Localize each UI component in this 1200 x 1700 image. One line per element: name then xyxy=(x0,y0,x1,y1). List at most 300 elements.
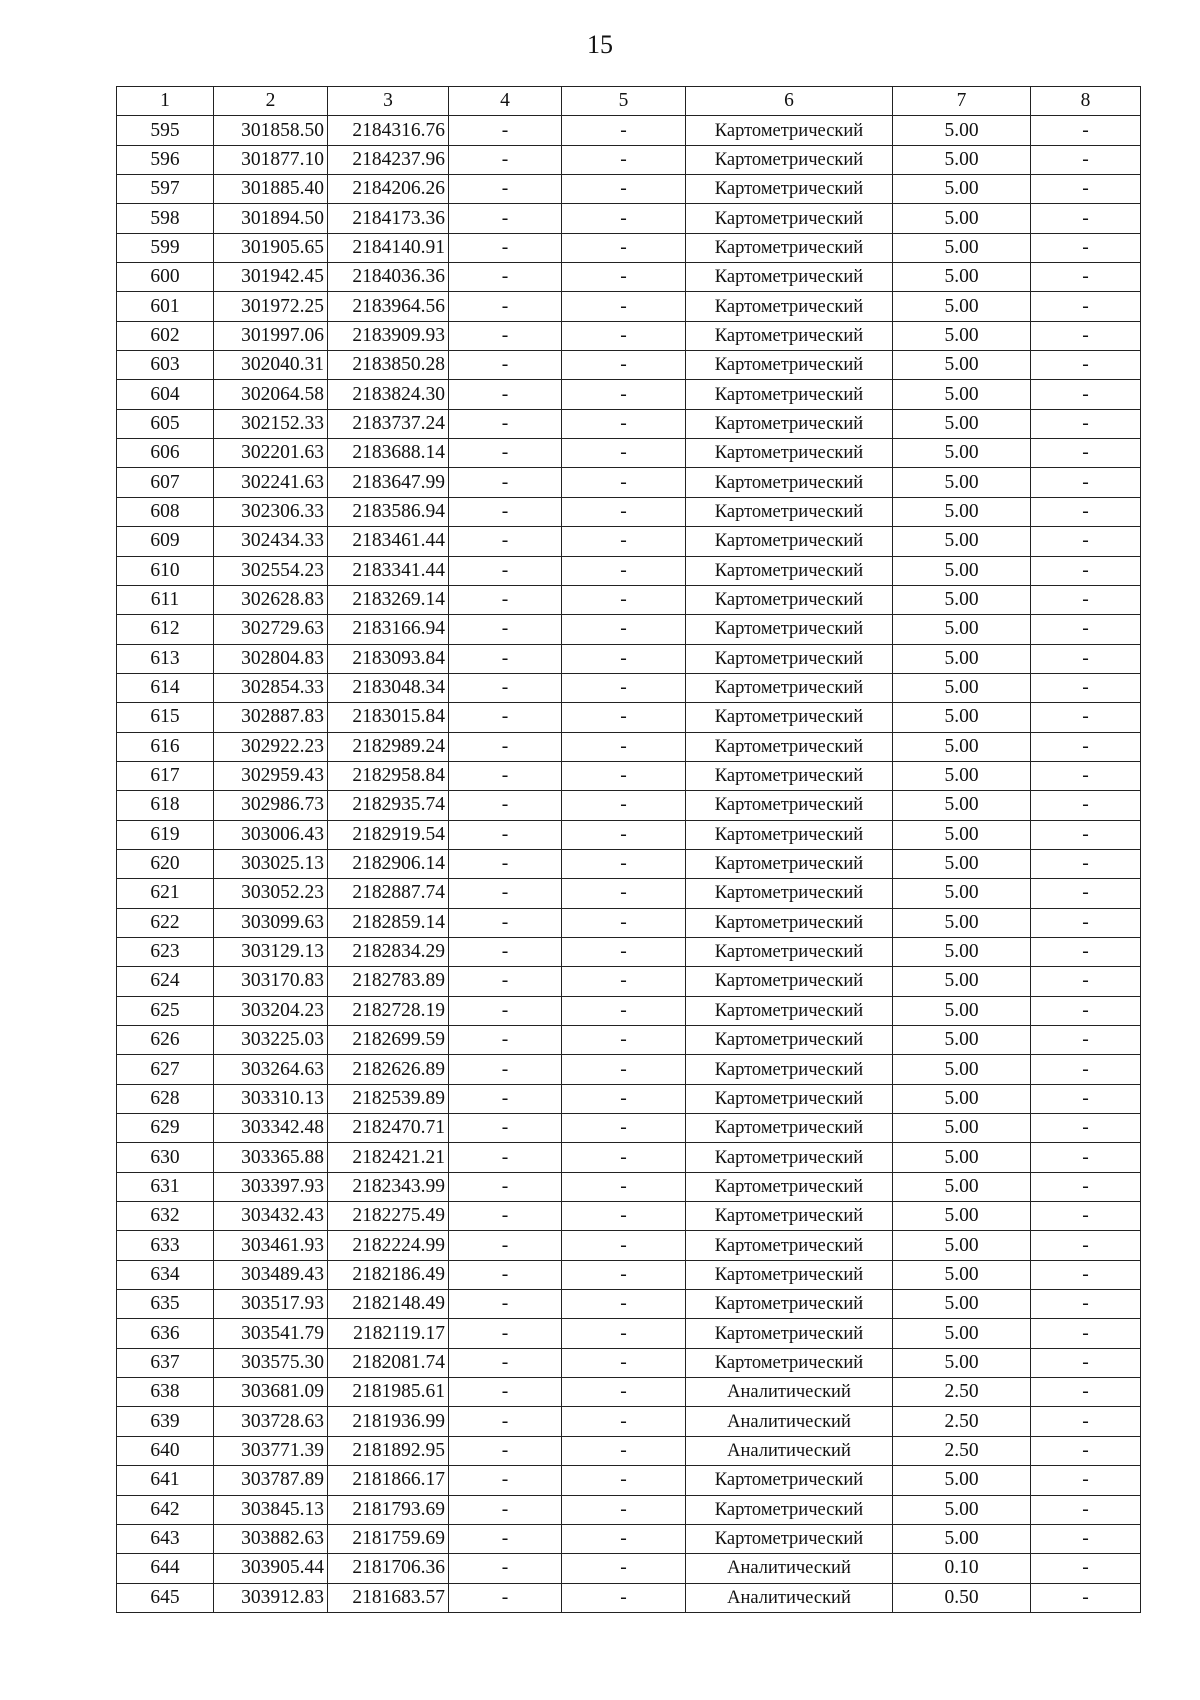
table-row xyxy=(117,1466,1141,1495)
column-header: 1 xyxy=(117,87,214,116)
x-coordinate-cell: 302306.33 xyxy=(214,497,328,526)
column-4-cell: - xyxy=(449,1554,562,1583)
method-cell: Картометрический xyxy=(686,996,893,1025)
point-number-cell: 603 xyxy=(117,351,214,380)
column-5-cell: - xyxy=(562,1554,686,1583)
x-coordinate-cell: 302922.23 xyxy=(214,732,328,761)
column-4-cell: - xyxy=(449,1524,562,1553)
table-row xyxy=(117,1143,1141,1172)
table-row xyxy=(117,996,1141,1025)
column-5-cell: - xyxy=(562,1319,686,1348)
accuracy-cell: 5.00 xyxy=(893,263,1031,292)
point-number-cell: 595 xyxy=(117,116,214,145)
x-coordinate-cell: 301942.45 xyxy=(214,263,328,292)
point-number-cell: 641 xyxy=(117,1466,214,1495)
column-4-cell: - xyxy=(449,1143,562,1172)
point-number-cell: 645 xyxy=(117,1583,214,1612)
column-5-cell: - xyxy=(562,1055,686,1084)
accuracy-cell: 5.00 xyxy=(893,879,1031,908)
y-coordinate-cell: 2182081.74 xyxy=(328,1348,449,1377)
column-4-cell: - xyxy=(449,175,562,204)
y-coordinate-cell: 2181683.57 xyxy=(328,1583,449,1612)
accuracy-cell: 5.00 xyxy=(893,1055,1031,1084)
column-5-cell: - xyxy=(562,1290,686,1319)
x-coordinate-cell: 302986.73 xyxy=(214,791,328,820)
y-coordinate-cell: 2183015.84 xyxy=(328,703,449,732)
column-8-cell: - xyxy=(1031,1114,1141,1143)
accuracy-cell: 5.00 xyxy=(893,1172,1031,1201)
coordinates-table xyxy=(116,86,1141,1613)
x-coordinate-cell: 303517.93 xyxy=(214,1290,328,1319)
x-coordinate-cell: 303905.44 xyxy=(214,1554,328,1583)
column-5-cell: - xyxy=(562,556,686,585)
accuracy-cell: 5.00 xyxy=(893,116,1031,145)
method-cell: Картометрический xyxy=(686,175,893,204)
method-cell: Картометрический xyxy=(686,585,893,614)
column-5-cell: - xyxy=(562,1143,686,1172)
method-cell: Картометрический xyxy=(686,849,893,878)
table-row xyxy=(117,732,1141,761)
column-4-cell: - xyxy=(449,233,562,262)
x-coordinate-cell: 303787.89 xyxy=(214,1466,328,1495)
column-8-cell: - xyxy=(1031,1290,1141,1319)
table-row xyxy=(117,1348,1141,1377)
column-8-cell: - xyxy=(1031,380,1141,409)
column-4-cell: - xyxy=(449,1378,562,1407)
column-4-cell: - xyxy=(449,1055,562,1084)
column-4-cell: - xyxy=(449,1495,562,1524)
method-cell: Картометрический xyxy=(686,967,893,996)
accuracy-cell: 0.10 xyxy=(893,1554,1031,1583)
column-8-cell: - xyxy=(1031,1260,1141,1289)
x-coordinate-cell: 303575.30 xyxy=(214,1348,328,1377)
point-number-cell: 633 xyxy=(117,1231,214,1260)
table-row xyxy=(117,1084,1141,1113)
column-header: 4 xyxy=(449,87,562,116)
table-row xyxy=(117,1378,1141,1407)
point-number-cell: 632 xyxy=(117,1202,214,1231)
column-8-cell: - xyxy=(1031,1554,1141,1583)
method-cell: Картометрический xyxy=(686,732,893,761)
x-coordinate-cell: 303771.39 xyxy=(214,1436,328,1465)
table-row xyxy=(117,967,1141,996)
point-number-cell: 610 xyxy=(117,556,214,585)
y-coordinate-cell: 2183964.56 xyxy=(328,292,449,321)
column-4-cell: - xyxy=(449,732,562,761)
accuracy-cell: 5.00 xyxy=(893,996,1031,1025)
table-row xyxy=(117,1407,1141,1436)
column-8-cell: - xyxy=(1031,820,1141,849)
table-row xyxy=(117,791,1141,820)
accuracy-cell: 5.00 xyxy=(893,145,1031,174)
x-coordinate-cell: 301885.40 xyxy=(214,175,328,204)
table-row xyxy=(117,1554,1141,1583)
point-number-cell: 600 xyxy=(117,263,214,292)
column-4-cell: - xyxy=(449,321,562,350)
y-coordinate-cell: 2182275.49 xyxy=(328,1202,449,1231)
column-8-cell: - xyxy=(1031,732,1141,761)
method-cell: Картометрический xyxy=(686,1348,893,1377)
accuracy-cell: 2.50 xyxy=(893,1436,1031,1465)
column-8-cell: - xyxy=(1031,468,1141,497)
column-8-cell: - xyxy=(1031,175,1141,204)
y-coordinate-cell: 2183647.99 xyxy=(328,468,449,497)
method-cell: Картометрический xyxy=(686,439,893,468)
accuracy-cell: 5.00 xyxy=(893,292,1031,321)
table-row xyxy=(117,145,1141,174)
table-row xyxy=(117,615,1141,644)
method-cell: Картометрический xyxy=(686,527,893,556)
x-coordinate-cell: 303025.13 xyxy=(214,849,328,878)
x-coordinate-cell: 303489.43 xyxy=(214,1260,328,1289)
point-number-cell: 617 xyxy=(117,761,214,790)
point-number-cell: 602 xyxy=(117,321,214,350)
column-4-cell: - xyxy=(449,1084,562,1113)
column-4-cell: - xyxy=(449,1407,562,1436)
table-row xyxy=(117,556,1141,585)
column-header: 7 xyxy=(893,87,1031,116)
column-5-cell: - xyxy=(562,820,686,849)
y-coordinate-cell: 2183586.94 xyxy=(328,497,449,526)
table-row xyxy=(117,351,1141,380)
accuracy-cell: 5.00 xyxy=(893,1524,1031,1553)
table-row xyxy=(117,1319,1141,1348)
accuracy-cell: 2.50 xyxy=(893,1407,1031,1436)
y-coordinate-cell: 2183461.44 xyxy=(328,527,449,556)
method-cell: Картометрический xyxy=(686,820,893,849)
column-5-cell: - xyxy=(562,1231,686,1260)
point-number-cell: 613 xyxy=(117,644,214,673)
column-5-cell: - xyxy=(562,497,686,526)
y-coordinate-cell: 2181936.99 xyxy=(328,1407,449,1436)
method-cell: Картометрический xyxy=(686,1231,893,1260)
column-4-cell: - xyxy=(449,1319,562,1348)
method-cell: Картометрический xyxy=(686,1202,893,1231)
table-row xyxy=(117,527,1141,556)
accuracy-cell: 5.00 xyxy=(893,1231,1031,1260)
point-number-cell: 597 xyxy=(117,175,214,204)
accuracy-cell: 5.00 xyxy=(893,1114,1031,1143)
point-number-cell: 623 xyxy=(117,937,214,966)
column-8-cell: - xyxy=(1031,263,1141,292)
table-row xyxy=(117,1436,1141,1465)
y-coordinate-cell: 2183824.30 xyxy=(328,380,449,409)
column-5-cell: - xyxy=(562,967,686,996)
column-8-cell: - xyxy=(1031,937,1141,966)
method-cell: Картометрический xyxy=(686,1055,893,1084)
table-row xyxy=(117,175,1141,204)
column-5-cell: - xyxy=(562,1084,686,1113)
column-5-cell: - xyxy=(562,879,686,908)
x-coordinate-cell: 303225.03 xyxy=(214,1026,328,1055)
x-coordinate-cell: 303912.83 xyxy=(214,1583,328,1612)
column-8-cell: - xyxy=(1031,879,1141,908)
column-5-cell: - xyxy=(562,996,686,1025)
column-8-cell: - xyxy=(1031,1084,1141,1113)
column-8-cell: - xyxy=(1031,908,1141,937)
x-coordinate-cell: 302040.31 xyxy=(214,351,328,380)
column-4-cell: - xyxy=(449,1583,562,1612)
x-coordinate-cell: 303129.13 xyxy=(214,937,328,966)
column-8-cell: - xyxy=(1031,1495,1141,1524)
column-header: 6 xyxy=(686,87,893,116)
column-header: 3 xyxy=(328,87,449,116)
column-4-cell: - xyxy=(449,1348,562,1377)
column-8-cell: - xyxy=(1031,791,1141,820)
column-8-cell: - xyxy=(1031,439,1141,468)
y-coordinate-cell: 2182834.29 xyxy=(328,937,449,966)
accuracy-cell: 5.00 xyxy=(893,967,1031,996)
point-number-cell: 596 xyxy=(117,145,214,174)
column-8-cell: - xyxy=(1031,1348,1141,1377)
column-8-cell: - xyxy=(1031,1436,1141,1465)
column-4-cell: - xyxy=(449,996,562,1025)
column-4-cell: - xyxy=(449,1290,562,1319)
y-coordinate-cell: 2181793.69 xyxy=(328,1495,449,1524)
y-coordinate-cell: 2183341.44 xyxy=(328,556,449,585)
x-coordinate-cell: 303845.13 xyxy=(214,1495,328,1524)
accuracy-cell: 5.00 xyxy=(893,1026,1031,1055)
y-coordinate-cell: 2183093.84 xyxy=(328,644,449,673)
y-coordinate-cell: 2183269.14 xyxy=(328,585,449,614)
method-cell: Картометрический xyxy=(686,1026,893,1055)
method-cell: Картометрический xyxy=(686,1290,893,1319)
method-cell: Картометрический xyxy=(686,1172,893,1201)
table-row xyxy=(117,263,1141,292)
point-number-cell: 624 xyxy=(117,967,214,996)
column-4-cell: - xyxy=(449,908,562,937)
column-8-cell: - xyxy=(1031,1172,1141,1201)
point-number-cell: 615 xyxy=(117,703,214,732)
x-coordinate-cell: 303397.93 xyxy=(214,1172,328,1201)
y-coordinate-cell: 2181985.61 xyxy=(328,1378,449,1407)
column-4-cell: - xyxy=(449,1466,562,1495)
column-8-cell: - xyxy=(1031,1026,1141,1055)
column-5-cell: - xyxy=(562,615,686,644)
method-cell: Картометрический xyxy=(686,908,893,937)
column-5-cell: - xyxy=(562,761,686,790)
x-coordinate-cell: 301894.50 xyxy=(214,204,328,233)
column-5-cell: - xyxy=(562,1524,686,1553)
column-5-cell: - xyxy=(562,527,686,556)
accuracy-cell: 5.00 xyxy=(893,673,1031,702)
y-coordinate-cell: 2183048.34 xyxy=(328,673,449,702)
column-5-cell: - xyxy=(562,849,686,878)
y-coordinate-cell: 2182343.99 xyxy=(328,1172,449,1201)
column-4-cell: - xyxy=(449,527,562,556)
accuracy-cell: 5.00 xyxy=(893,527,1031,556)
y-coordinate-cell: 2182935.74 xyxy=(328,791,449,820)
column-4-cell: - xyxy=(449,849,562,878)
x-coordinate-cell: 302628.83 xyxy=(214,585,328,614)
table-row xyxy=(117,849,1141,878)
column-8-cell: - xyxy=(1031,527,1141,556)
table-row xyxy=(117,292,1141,321)
point-number-cell: 636 xyxy=(117,1319,214,1348)
method-cell: Картометрический xyxy=(686,321,893,350)
column-5-cell: - xyxy=(562,204,686,233)
method-cell: Картометрический xyxy=(686,409,893,438)
column-5-cell: - xyxy=(562,937,686,966)
column-8-cell: - xyxy=(1031,145,1141,174)
point-number-cell: 629 xyxy=(117,1114,214,1143)
y-coordinate-cell: 2182224.99 xyxy=(328,1231,449,1260)
point-number-cell: 639 xyxy=(117,1407,214,1436)
column-5-cell: - xyxy=(562,1172,686,1201)
method-cell: Картометрический xyxy=(686,351,893,380)
accuracy-cell: 5.00 xyxy=(893,761,1031,790)
method-cell: Картометрический xyxy=(686,1260,893,1289)
point-number-cell: 628 xyxy=(117,1084,214,1113)
column-8-cell: - xyxy=(1031,1143,1141,1172)
method-cell: Аналитический xyxy=(686,1436,893,1465)
column-4-cell: - xyxy=(449,292,562,321)
method-cell: Картометрический xyxy=(686,292,893,321)
method-cell: Картометрический xyxy=(686,263,893,292)
column-4-cell: - xyxy=(449,439,562,468)
accuracy-cell: 0.50 xyxy=(893,1583,1031,1612)
point-number-cell: 625 xyxy=(117,996,214,1025)
column-5-cell: - xyxy=(562,1260,686,1289)
page-number: 15 xyxy=(587,30,613,59)
method-cell: Аналитический xyxy=(686,1378,893,1407)
method-cell: Картометрический xyxy=(686,380,893,409)
accuracy-cell: 5.00 xyxy=(893,1466,1031,1495)
table-header-row xyxy=(117,87,1141,116)
column-header: 8 xyxy=(1031,87,1141,116)
point-number-cell: 608 xyxy=(117,497,214,526)
accuracy-cell: 5.00 xyxy=(893,615,1031,644)
accuracy-cell: 5.00 xyxy=(893,439,1031,468)
table-row xyxy=(117,644,1141,673)
y-coordinate-cell: 2183909.93 xyxy=(328,321,449,350)
table-row xyxy=(117,497,1141,526)
method-cell: Картометрический xyxy=(686,556,893,585)
y-coordinate-cell: 2182989.24 xyxy=(328,732,449,761)
y-coordinate-cell: 2182186.49 xyxy=(328,1260,449,1289)
accuracy-cell: 5.00 xyxy=(893,1495,1031,1524)
column-5-cell: - xyxy=(562,1114,686,1143)
x-coordinate-cell: 302152.33 xyxy=(214,409,328,438)
x-coordinate-cell: 303204.23 xyxy=(214,996,328,1025)
table-row xyxy=(117,380,1141,409)
point-number-cell: 618 xyxy=(117,791,214,820)
accuracy-cell: 5.00 xyxy=(893,1084,1031,1113)
accuracy-cell: 5.00 xyxy=(893,820,1031,849)
method-cell: Аналитический xyxy=(686,1583,893,1612)
x-coordinate-cell: 303052.23 xyxy=(214,879,328,908)
table-row xyxy=(117,321,1141,350)
column-5-cell: - xyxy=(562,409,686,438)
column-4-cell: - xyxy=(449,116,562,145)
method-cell: Картометрический xyxy=(686,791,893,820)
point-number-cell: 622 xyxy=(117,908,214,937)
column-4-cell: - xyxy=(449,380,562,409)
accuracy-cell: 5.00 xyxy=(893,644,1031,673)
y-coordinate-cell: 2182887.74 xyxy=(328,879,449,908)
x-coordinate-cell: 302729.63 xyxy=(214,615,328,644)
x-coordinate-cell: 303365.88 xyxy=(214,1143,328,1172)
accuracy-cell: 5.00 xyxy=(893,1143,1031,1172)
x-coordinate-cell: 302887.83 xyxy=(214,703,328,732)
x-coordinate-cell: 303541.79 xyxy=(214,1319,328,1348)
column-8-cell: - xyxy=(1031,556,1141,585)
column-8-cell: - xyxy=(1031,1202,1141,1231)
point-number-cell: 599 xyxy=(117,233,214,262)
column-8-cell: - xyxy=(1031,996,1141,1025)
point-number-cell: 627 xyxy=(117,1055,214,1084)
column-8-cell: - xyxy=(1031,703,1141,732)
column-5-cell: - xyxy=(562,673,686,702)
column-8-cell: - xyxy=(1031,615,1141,644)
y-coordinate-cell: 2184173.36 xyxy=(328,204,449,233)
method-cell: Аналитический xyxy=(686,1554,893,1583)
table-row xyxy=(117,204,1141,233)
method-cell: Картометрический xyxy=(686,233,893,262)
column-4-cell: - xyxy=(449,644,562,673)
table-row xyxy=(117,585,1141,614)
method-cell: Картометрический xyxy=(686,673,893,702)
y-coordinate-cell: 2182859.14 xyxy=(328,908,449,937)
column-5-cell: - xyxy=(562,468,686,497)
column-8-cell: - xyxy=(1031,1231,1141,1260)
column-8-cell: - xyxy=(1031,1407,1141,1436)
column-8-cell: - xyxy=(1031,233,1141,262)
column-5-cell: - xyxy=(562,145,686,174)
table-row xyxy=(117,1231,1141,1260)
point-number-cell: 601 xyxy=(117,292,214,321)
column-4-cell: - xyxy=(449,1172,562,1201)
column-8-cell: - xyxy=(1031,644,1141,673)
column-8-cell: - xyxy=(1031,497,1141,526)
table-row xyxy=(117,879,1141,908)
column-8-cell: - xyxy=(1031,1378,1141,1407)
accuracy-cell: 5.00 xyxy=(893,703,1031,732)
column-4-cell: - xyxy=(449,409,562,438)
column-5-cell: - xyxy=(562,321,686,350)
point-number-cell: 638 xyxy=(117,1378,214,1407)
x-coordinate-cell: 301858.50 xyxy=(214,116,328,145)
column-5-cell: - xyxy=(562,263,686,292)
x-coordinate-cell: 302959.43 xyxy=(214,761,328,790)
x-coordinate-cell: 302434.33 xyxy=(214,527,328,556)
method-cell: Картометрический xyxy=(686,615,893,644)
column-header: 2 xyxy=(214,87,328,116)
accuracy-cell: 5.00 xyxy=(893,233,1031,262)
table-row xyxy=(117,409,1141,438)
y-coordinate-cell: 2182421.21 xyxy=(328,1143,449,1172)
x-coordinate-cell: 303461.93 xyxy=(214,1231,328,1260)
y-coordinate-cell: 2182539.89 xyxy=(328,1084,449,1113)
column-5-cell: - xyxy=(562,1202,686,1231)
accuracy-cell: 5.00 xyxy=(893,1260,1031,1289)
x-coordinate-cell: 303681.09 xyxy=(214,1378,328,1407)
y-coordinate-cell: 2181866.17 xyxy=(328,1466,449,1495)
column-8-cell: - xyxy=(1031,673,1141,702)
accuracy-cell: 5.00 xyxy=(893,849,1031,878)
point-number-cell: 616 xyxy=(117,732,214,761)
column-5-cell: - xyxy=(562,292,686,321)
point-number-cell: 605 xyxy=(117,409,214,438)
x-coordinate-cell: 301905.65 xyxy=(214,233,328,262)
x-coordinate-cell: 301972.25 xyxy=(214,292,328,321)
column-4-cell: - xyxy=(449,204,562,233)
table-row xyxy=(117,1524,1141,1553)
column-header: 5 xyxy=(562,87,686,116)
method-cell: Картометрический xyxy=(686,1524,893,1553)
method-cell: Картометрический xyxy=(686,204,893,233)
table-row xyxy=(117,937,1141,966)
